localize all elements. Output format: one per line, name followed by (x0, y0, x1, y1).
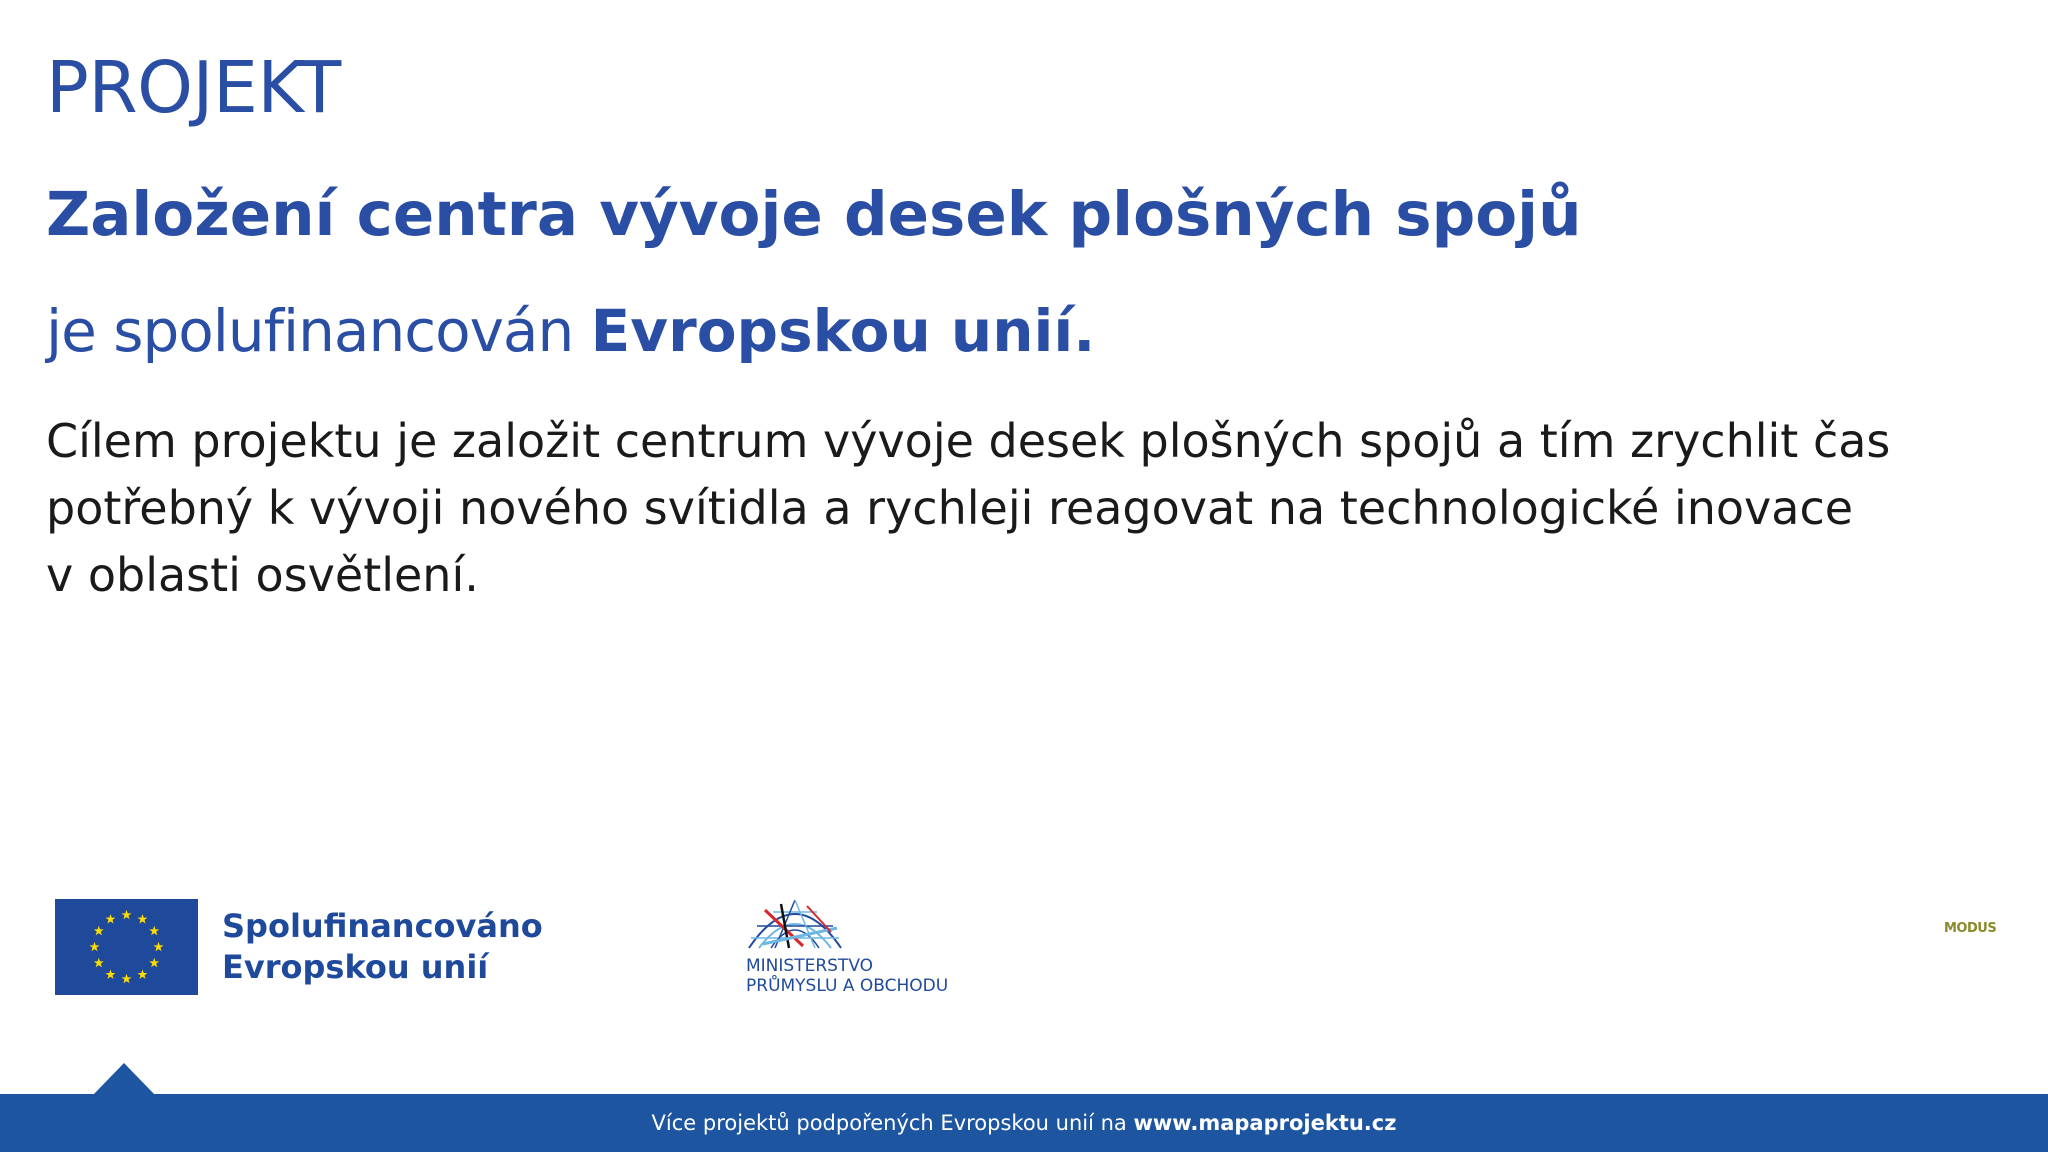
cofinanced-prefix: je spolufinancován (46, 297, 591, 365)
description-line: v oblasti osvětlení. (46, 548, 479, 602)
description-line: potřebný k vývoji nového svítidla a rychleji reagovat na technologické inovace (46, 481, 1854, 535)
eu-logo-line2: Evropskou unií (222, 948, 489, 986)
cofinanced-statement (46, 297, 1096, 365)
project-description (46, 408, 1946, 609)
page-heading: PROJEKT (46, 46, 341, 129)
ministry-logo (745, 898, 965, 1003)
description-line: Cílem projektu je založit centrum vývoje desek plošných spojů a tím zrychlit čas (46, 414, 1891, 468)
footer-notch (93, 1063, 155, 1095)
globe-icon (745, 898, 845, 954)
eu-logo-text (222, 906, 543, 988)
ministry-logo-line2: PRŮMYSLU A OBCHODU (746, 976, 949, 996)
cofinanced-emphasis: Evropskou unií. (590, 297, 1096, 365)
eu-logo-line1: Spolufinancováno (222, 907, 543, 945)
footer-bar (0, 1094, 2048, 1152)
project-title: Založení centra vývoje desek plošných spojů (46, 179, 1582, 250)
eu-cofinanced-logo (55, 899, 543, 995)
footer-url-link[interactable]: www.mapaprojektu.cz (1133, 1111, 1397, 1135)
ministry-logo-text (746, 956, 948, 996)
footer-prefix: Více projektů podpořených Evropskou unií na (651, 1111, 1134, 1135)
partner-logo: MODUS (1944, 921, 1997, 936)
ministry-logo-line1: MINISTERSTVO (746, 956, 874, 976)
eu-flag-icon (55, 899, 198, 995)
footer-text (652, 1111, 1397, 1135)
